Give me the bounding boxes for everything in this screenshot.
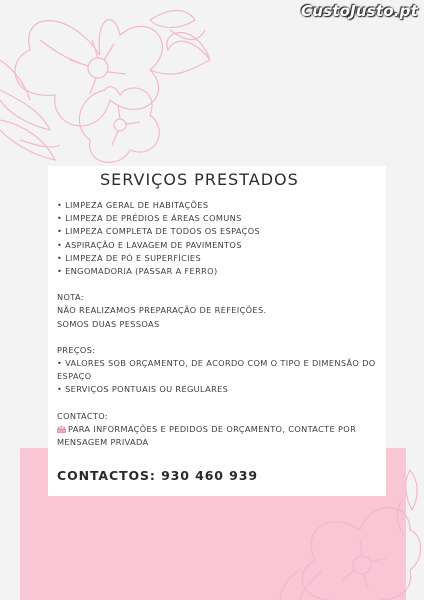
precos-item: • VALORES SOB ORÇAMENTO, DE ACORDO COM O TIPO E DIMENSÃO DO ESPAÇO — [57, 358, 376, 382]
service-item: • LIMPEZA COMPLETA DE TODOS OS ESPAÇOS — [57, 226, 261, 237]
nota-label: NOTA: — [57, 292, 84, 303]
nota-line: NÃO REALIZAMOS PREPARAÇÃO DE REFEIÇÕES. — [57, 305, 267, 316]
precos-label: PREÇOS: — [57, 344, 96, 355]
service-item: • ASPIRAÇÃO E LAVAGEM DE PAVIMENTOS — [57, 239, 242, 250]
contacto-label: CONTACTO: — [57, 410, 109, 421]
service-item: • LIMPEZA DE PRÉDIOS E ÁREAS COMUNS — [57, 213, 242, 224]
contacts-phone: CONTACTOS: 930 460 939 — [57, 468, 258, 483]
contacto-text: PARA INFORMAÇÕES E PEDIDOS DE ORÇAMENTO, CONTACTE POR MENSAGEM PRIVADA — [57, 423, 357, 448]
service-item: • LIMPEZA DE PÓ E SUPERFÍCIES — [57, 252, 202, 263]
nota-line: SOMOS DUAS PESSOAS — [57, 318, 160, 329]
contacto-text-row — [57, 423, 379, 449]
service-item: • ENGOMADORIA (PASSAR A FERRO) — [57, 266, 218, 277]
precos-item: • SERVIÇOS PONTUAIS OU REGULARES — [57, 384, 229, 395]
page-title: SERVIÇOS PRESTADOS — [100, 170, 299, 189]
flyer-content — [57, 199, 379, 449]
service-item: • LIMPEZA GERAL DE HABITAÇÕES — [57, 200, 209, 210]
watermark-logo: CustoJusto.pt — [301, 2, 418, 20]
birthday-cake-icon — [57, 425, 66, 433]
flyer-card — [48, 166, 386, 496]
